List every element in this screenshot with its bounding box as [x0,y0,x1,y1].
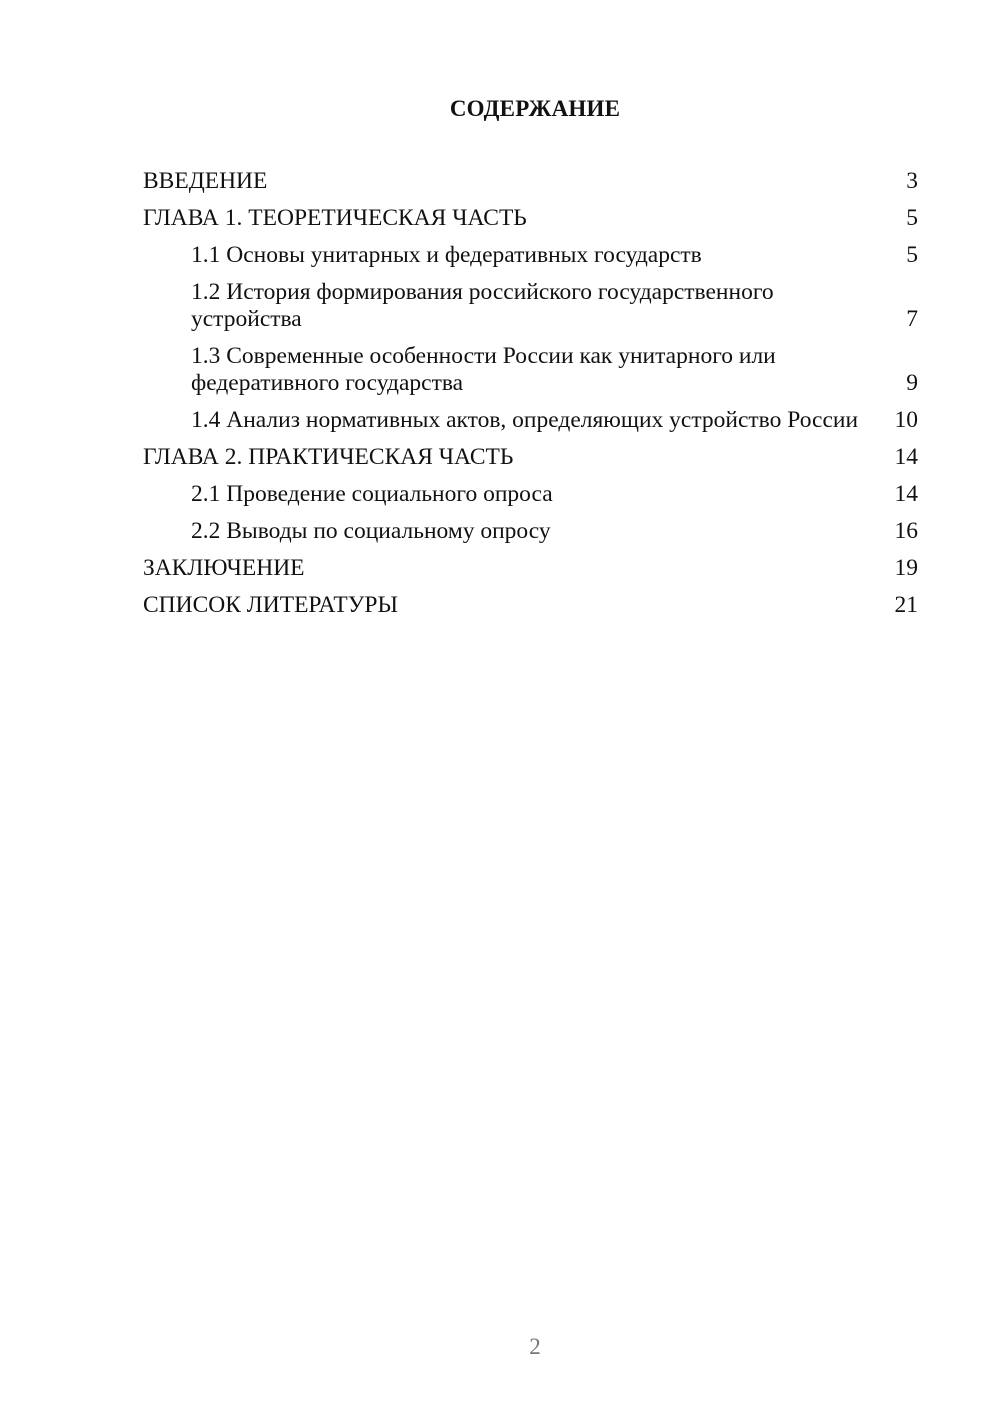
toc-entry-text: 2.1 Проведение социального опроса [191,481,553,507]
toc-entry-page: 21 [894,592,918,618]
toc-entry[interactable] [143,279,918,333]
table-of-contents [143,168,918,629]
toc-entry[interactable] [143,343,918,397]
toc-entry-text: 2.2 Выводы по социальному опросу [191,518,551,544]
toc-entry[interactable] [143,518,918,545]
toc-entry[interactable] [143,168,918,195]
page-title: СОДЕРЖАНИЕ [449,96,621,121]
toc-entry-page: 14 [894,444,918,470]
toc-entry-text: 1.2 История формирования российского государственного устройства [191,279,774,332]
toc-entry-page: 16 [894,518,918,544]
toc-entry-text: ЗАКЛЮЧЕНИЕ [143,555,305,581]
toc-entry-page: 5 [906,205,918,231]
toc-entry[interactable] [143,242,918,269]
toc-entry[interactable] [143,555,918,582]
toc-entry-page: 9 [906,370,918,396]
toc-entry-text: 1.1 Основы унитарных и федеративных государств [191,242,702,268]
toc-entry-page: 5 [906,242,918,268]
toc-entry-page: 19 [894,555,918,581]
toc-entry-page: 14 [894,481,918,507]
toc-entry-text: ГЛАВА 2. ПРАКТИЧЕСКАЯ ЧАСТЬ [143,444,514,470]
toc-entry[interactable] [143,481,918,508]
toc-entry[interactable] [143,205,918,232]
toc-entry-page: 10 [894,407,918,433]
toc-entry-page: 3 [906,168,918,194]
toc-entry-text: СПИСОК ЛИТЕРАТУРЫ [143,592,398,618]
toc-entry[interactable] [143,407,918,434]
toc-entry[interactable] [143,444,918,471]
toc-entry-text: ГЛАВА 1. ТЕОРЕТИЧЕСКАЯ ЧАСТЬ [143,205,527,231]
toc-entry-page: 7 [906,306,918,332]
toc-entry-text: 1.4 Анализ нормативных актов, определяющих устройство России [191,407,859,433]
toc-entry-text: 1.3 Современные особенности России как унитарного или федеративного государства [191,343,776,396]
toc-entry[interactable] [143,592,918,619]
page-number: 2 [529,1334,541,1359]
toc-entry-text: ВВЕДЕНИЕ [143,168,268,194]
